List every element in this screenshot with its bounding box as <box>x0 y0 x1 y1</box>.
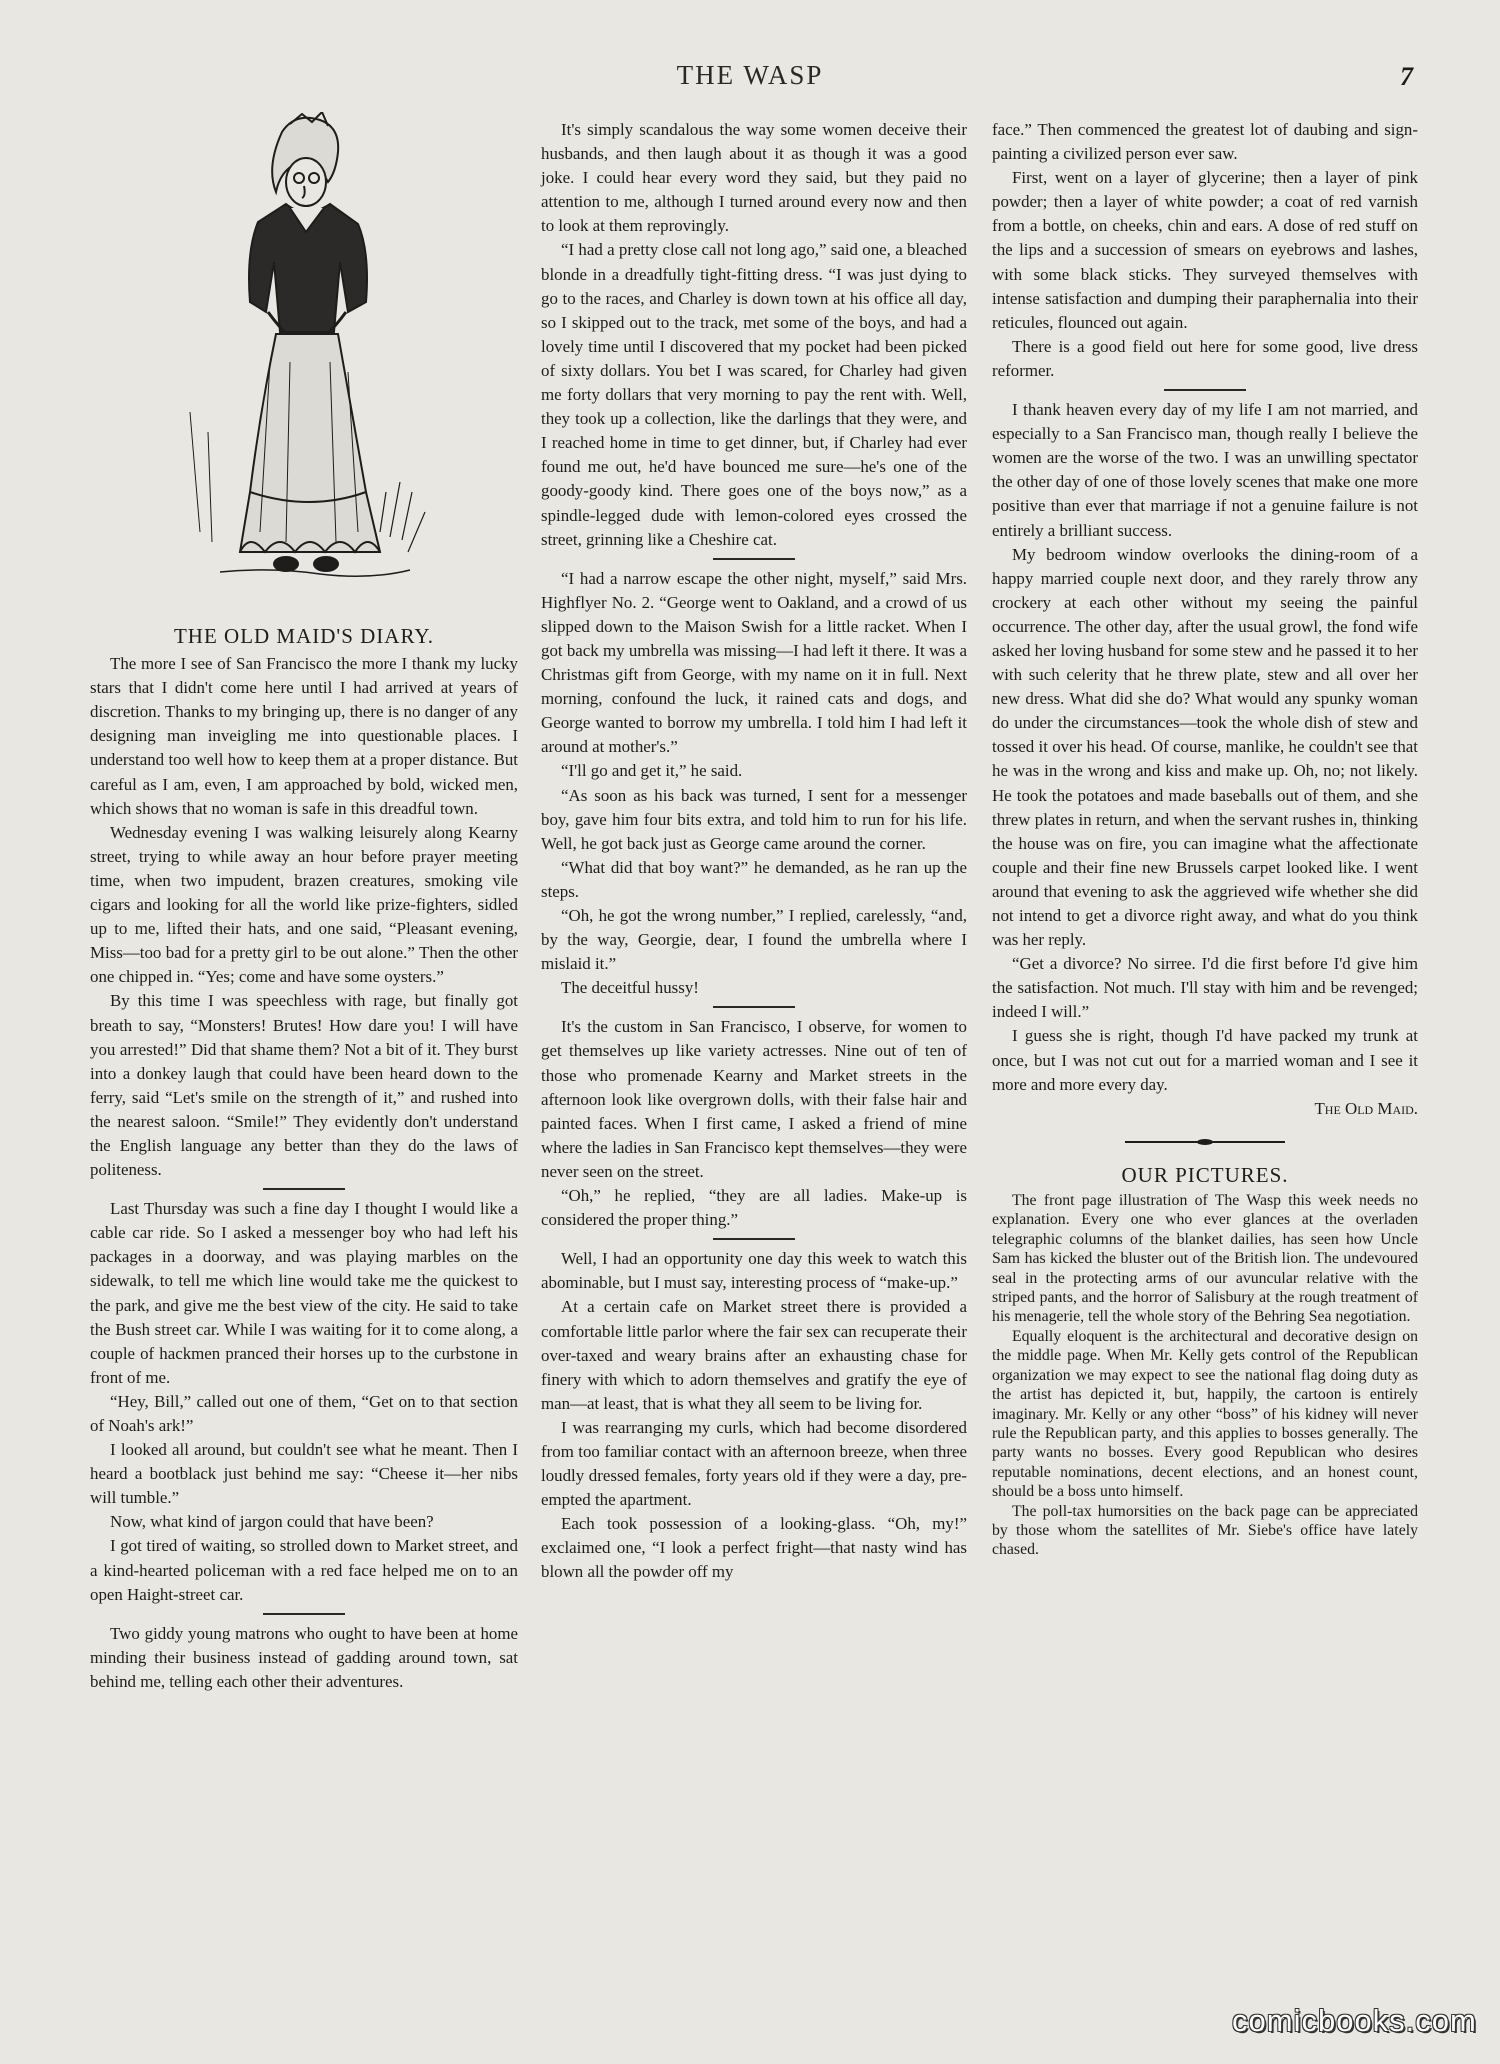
paragraph: The more I see of San Francisco the more I thank my lucky stars that I didn't come here until I had arrived at years of discretion. Thanks to my bringing up, there is no danger of any designing man inveigling me into questionable places. I understand too well how to keep them at a proper distance. But careful as I am, even, I am approached by bold, wicked men, which shows that no woman is safe in this dreadful town. <box>90 654 518 818</box>
section-divider <box>263 1188 345 1190</box>
paragraph: “I had a narrow escape the other night, myself,” said Mrs. Highflyer No. 2. “George went to Oakland, and a crowd of us slipped down to the Maison Swish for a little racket. When I got back my umbrella was missing—I had left it there. It was a Christmas gift from George, with my name on it in full. Next morning, confound the luck, it rained cats and dogs, and George wanted to borrow my umbrella. I told him I had left it around at mother's.” <box>541 568 967 757</box>
pictures-text <box>992 1191 1418 1560</box>
paragraph: The front page illustration of The Wasp this week needs no explanation. Every one who ever glances at the overladen telegraphic columns of the blanket dailies, has seen how Uncle Sam has kicked the bluster out of the British lion. The undevoured seal in the protecting arms of our avuncular relative with the striped pants, and the horror of Salisbury at the rough treatment of his menagerie, tell the whole story of the Behring Sea negotiation. <box>992 1192 1418 1326</box>
paragraph: “Oh,” he replied, “they are all ladies. Make-up is considered the proper thing.” <box>541 1186 967 1230</box>
section-divider <box>713 1006 795 1008</box>
paragraph: I guess she is right, though I'd have packed my trunk at once, but I was not cut out for a married woman and I see it more and more every day. <box>992 1026 1418 1094</box>
running-header: THE WASP <box>676 60 824 90</box>
old-maid-illustration <box>90 112 518 622</box>
diary-signature: The Old Maid. <box>1314 1098 1418 1118</box>
paragraph: The poll-tax humorsities on the back page can be appreciated by those whom the satellites of Mr. Siebe's office have lately chased. <box>992 1502 1418 1559</box>
paragraph: I got tired of waiting, so strolled down to Market street, and a kind-hearted policeman with a red face helped me on to an open Haight-street car. <box>90 1536 518 1604</box>
paragraph: I looked all around, but couldn't see what he meant. Then I heard a bootblack just behind me say: “Cheese it—her nibs will tumble.” <box>90 1440 518 1508</box>
paragraph: First, went on a layer of glycerine; then a layer of pink powder; then a layer of white powder; a coat of red varnish from a bottle, on cheeks, chin and ears. A dose of red stuff on the lips and a succession of smears on eyebrows and lashes, with some black sticks. They surveyed themselves with intense satisfaction and dumping their paraphernalia into their reticules, flounced out again. <box>992 168 1418 332</box>
page-number: 7 <box>1400 62 1413 91</box>
paragraph: “Hey, Bill,” called out one of them, “Get on to that section of Noah's ark!” <box>90 1391 518 1435</box>
section-divider <box>713 558 795 560</box>
paragraph: face.” Then commenced the greatest lot of daubing and sign-painting a civilized person ever saw. <box>992 120 1418 164</box>
paragraph: “Get a divorce? No sirree. I'd die first before I'd give him the satisfaction. Not much. I'll stay with him and be revenged; indeed I will.” <box>992 954 1418 1022</box>
ornament-rule-icon <box>1125 1138 1285 1146</box>
paragraph: “I had a pretty close call not long ago,” said one, a bleached blonde in a dreadfully tight-fitting dress. “I was just dying to go to the races, and Charley is down town at his office all day, so I skipped out to the track, met some of the boys, and had a lovely time until I discovered that my pocket had been picked of sixty dollars. You bet I was scared, for Charley had given me forty dollars that very morning to pay the rent with. Well, they took up a collection, like the darlings that they were, and I reached home in time to get dinner, but, if Charley had ever found me out, he'd have bounced me sure—he's one of the goody-goody kind. There goes one of the boys now,” as a spindle-legged dude with lemon-colored eyes crossed the street, grinning like a Cheshire cat. <box>541 240 967 549</box>
paragraph: By this time I was speechless with rage, but finally got breath to say, “Monsters! Brutes! How dare you! I will have you arrested!” Did that shame them? Not a bit of it. They burst into a donkey laugh that could have been heard down to the ferry, said “Let's smile on the strength of it,” and rushed into the nearest saloon. “Smile!” They evidently don't understand the English language any better than they do the laws of politeness. <box>90 991 518 1180</box>
pictures-title: OUR PICTURES. <box>1121 1162 1289 1187</box>
diary-col1-text-b <box>90 1197 518 1607</box>
paragraph: Two giddy young matrons who ought to have been at home minding their business instead of gadding around town, sat behind me, telling each other their adventures. <box>90 1623 518 1691</box>
paragraph: There is a good field out here for some good, live dress reformer. <box>992 336 1418 380</box>
paragraph: “What did that boy want?” he demanded, as he ran up the steps. <box>541 857 967 901</box>
column-2 <box>541 118 967 1585</box>
paragraph: “As soon as his back was turned, I sent for a messenger boy, gave him four bits extra, and told him to run for his life. Well, he got back just as George came around the corner. <box>541 785 967 853</box>
paragraph: “Oh, he got the wrong number,” I replied, carelessly, “and, by the way, Georgie, dear, I found the umbrella where I mislaid it.” <box>541 906 967 974</box>
section-divider <box>1164 389 1246 391</box>
diary-col1-text-a <box>90 652 518 1182</box>
paragraph: I was rearranging my curls, which had become disordered from too familiar contact with an afternoon breeze, when three loudly dressed females, forty years old if they were a day, pre-empted the apartment. <box>541 1417 967 1510</box>
column-3 <box>992 118 1418 1560</box>
paragraph: The deceitful hussy! <box>561 978 699 998</box>
section-divider <box>263 1613 345 1615</box>
paragraph: It's simply scandalous the way some women deceive their husbands, and then laugh about it as though it was a good joke. I could hear every word they said, but they paid no attention to me, although I turned around every now and then to look at them reprovingly. <box>541 120 967 236</box>
diary-col1-text-c <box>90 1622 518 1694</box>
paragraph: It's the custom in San Francisco, I observe, for women to get themselves up like variety actresses. Nine out of ten of those who promenade Kearny and Market streets in the afternoon look like overgrown dolls, with their false hair and painted faces. When I first came, I asked a friend of mine where the ladies in San Francisco kept themselves—they were never seen on the street. <box>541 1017 967 1181</box>
paragraph: Last Thursday was such a fine day I thought I would like a cable car ride. So I asked a messenger boy who had left his packages in a doorway, and was playing marbles on the sidewalk, to tell me which line would take me the quickest to the park, and give me the best view of the city. He said to take the Bush street car. While I was waiting for it to come along, a couple of hackmen pranced their horses up to the curbstone in front of me. <box>90 1199 518 1387</box>
paragraph: At a certain cafe on Market street there is provided a comfortable little parlor where the fair sex can recuperate their over-taxed and weary brains after an exhausting chase for finery with which to adorn themselves and gratify the eye of man—at least, that is what they all seem to be living for. <box>541 1297 967 1413</box>
ornamental-divider <box>992 1129 1418 1153</box>
column-1 <box>90 118 518 1694</box>
paragraph: Well, I had an opportunity one day this week to watch this abominable, but I must say, interesting process of “make-up.” <box>541 1249 967 1293</box>
section-divider <box>713 1238 795 1240</box>
diary-title: THE OLD MAID'S DIARY. <box>173 624 435 648</box>
paragraph: “I'll go and get it,” he said. <box>561 761 743 781</box>
paragraph: Equally eloquent is the architectural and decorative design on the middle page. When Mr. Kelly gets control of the Republican organization we may expect to see the national flag doing duty as the artist has depicted it, but, happily, the cartoon is entirely imaginary. Mr. Kelly or any other “boss” of his kidney will never rule the Republican party, and this applies to bosses generally. The party wants no bosses. Every good Republican who desires reputable nominations, decent elections, and an honest count, should be a boss unto himself. <box>992 1327 1418 1501</box>
paragraph: I thank heaven every day of my life I am not married, and especially to a San Francisco man, though really I believe the women are the worse of the two. I was an unwilling spectator the other day of one of those lovely scenes that make one more positive than ever that marriage if not a genuine failure is not entirely a brilliant success. <box>992 400 1418 540</box>
paragraph: Now, what kind of jargon could that have been? <box>110 1512 434 1532</box>
paragraph: Each took possession of a looking-glass. “Oh, my!” exclaimed one, “I look a perfect fright—that nasty wind has blown all the powder off my <box>541 1514 967 1582</box>
paragraph: Wednesday evening I was walking leisurely along Kearny street, trying to while away an hour before prayer meeting time, when two impudent, brazen creatures, smoking vile cigars and looking for all the world like prize-fighters, sidled up to me, lifted their hats, and one said, “Pleasant evening, Miss—too bad for a pretty girl to be out alone.” Then the other one chipped in. “Yes; come and have some oysters.” <box>90 822 518 987</box>
paragraph: My bedroom window overlooks the dining-room of a happy married couple next door, and they rarely throw any crockery at each other without my seeing the painful occurrence. The other day, after the usual growl, the fond wife asked her loving husband for some stew and he passed it to her with such celerity that he threw plate, stew and all over her new dress. What did she do? What would any spunky woman do under the circumstances—took the whole dish of stew and tossed it over his head. Of course, manlike, he couldn't see that he was in the wrong and kiss and make up. Oh, no; not likely. He took the potatoes and made baseballs out of them, and she threw plates in return, and when the servant rushes in, thinking the house was on fire, you can imagine what the affectionate couple and their fine new Brussels carpet looked like. I went around that evening to ask the aggrieved wife whether she did not intend to get a divorce right away, and what do you think was her reply. <box>992 544 1418 950</box>
source-watermark: comicbooks.com <box>1232 2003 1477 2038</box>
